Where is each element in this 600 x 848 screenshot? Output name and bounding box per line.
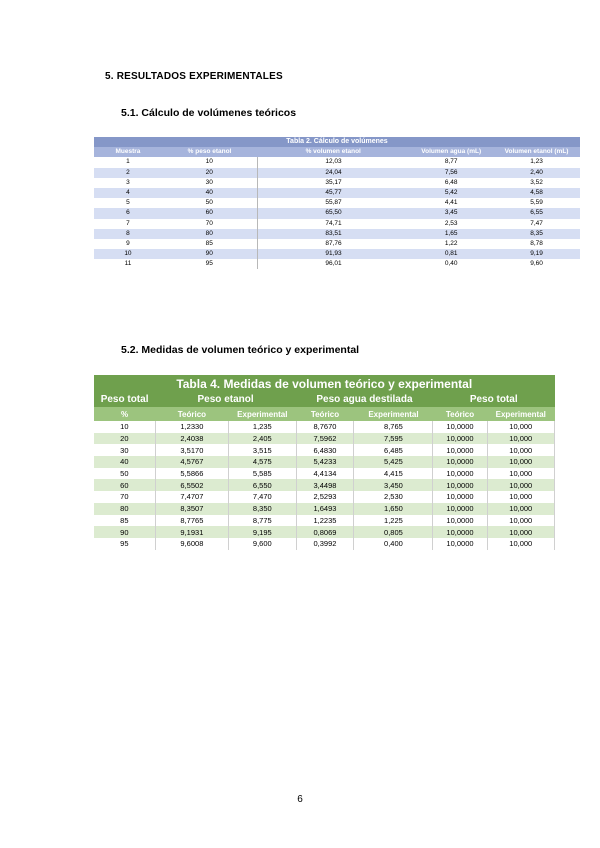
table-cell: 95 xyxy=(162,259,257,269)
table-cell: 1,23 xyxy=(493,157,580,167)
table2-header: % peso etanol xyxy=(162,147,257,157)
table-cell: 6,5502 xyxy=(155,479,228,491)
table-cell: 70 xyxy=(94,491,155,503)
table-cell: 3,4498 xyxy=(296,479,354,491)
table-cell: 9,60 xyxy=(493,259,580,269)
table-cell: 8,77 xyxy=(409,157,493,167)
table-cell: 8,7670 xyxy=(296,421,354,433)
table-cell: 4,41 xyxy=(409,198,493,208)
table-cell: 45,77 xyxy=(257,188,409,198)
table-cell: 10,000 xyxy=(487,468,554,480)
table2-body xyxy=(94,157,580,269)
table-cell: 4 xyxy=(94,188,162,198)
table-row xyxy=(94,208,580,218)
table-cell: 10 xyxy=(162,157,257,167)
table4-group-header: Peso etanol xyxy=(155,392,296,407)
table-cell: 5,59 xyxy=(493,198,580,208)
page-number: 6 xyxy=(297,794,303,805)
table-row xyxy=(94,444,555,456)
table-volume-measurements xyxy=(94,375,555,550)
table-row xyxy=(94,229,580,239)
table-cell: 35,17 xyxy=(257,178,409,188)
table-cell: 10,0000 xyxy=(433,491,487,503)
table-cell: 0,3992 xyxy=(296,538,354,550)
table-row xyxy=(94,515,555,527)
table-cell: 10 xyxy=(94,421,155,433)
table-cell: 1,65 xyxy=(409,229,493,239)
table-cell: 30 xyxy=(94,444,155,456)
table-cell: 10,0000 xyxy=(433,433,487,445)
table-cell: 8,350 xyxy=(229,503,296,515)
table2-header: Muestra xyxy=(94,147,162,157)
table-cell: 7,47 xyxy=(493,219,580,229)
table-cell: 10,0000 xyxy=(433,479,487,491)
table-cell: 4,415 xyxy=(354,468,433,480)
table4-group-header: Peso total xyxy=(94,392,155,407)
table2-header: Volumen etanol (mL) xyxy=(493,147,580,157)
table-cell: 7,595 xyxy=(354,433,433,445)
table-cell: 2 xyxy=(94,168,162,178)
table-cell: 4,58 xyxy=(493,188,580,198)
table-cell: 80 xyxy=(94,503,155,515)
table-cell: 40 xyxy=(162,188,257,198)
table-cell: 7,5962 xyxy=(296,433,354,445)
table-row xyxy=(94,456,555,468)
table-cell: 12,03 xyxy=(257,157,409,167)
table-cell: 6,55 xyxy=(493,208,580,218)
table-cell: 0,81 xyxy=(409,249,493,259)
table-cell: 1,22 xyxy=(409,239,493,249)
table-cell: 2,530 xyxy=(354,491,433,503)
table-row xyxy=(94,479,555,491)
table4-subheader: Experimental xyxy=(354,407,433,421)
table-cell: 1,6493 xyxy=(296,503,354,515)
table-cell: 4,575 xyxy=(229,456,296,468)
table-cell: 2,53 xyxy=(409,219,493,229)
table-row xyxy=(94,538,555,550)
table-cell: 10,000 xyxy=(487,491,554,503)
table-cell: 8,78 xyxy=(493,239,580,249)
table-cell: 65,50 xyxy=(257,208,409,218)
table-cell: 6,48 xyxy=(409,178,493,188)
table-cell: 0,805 xyxy=(354,526,433,538)
table-cell: 8 xyxy=(94,229,162,239)
table-cell: 10,000 xyxy=(487,503,554,515)
table-cell: 1,650 xyxy=(354,503,433,515)
table-cell: 5 xyxy=(94,198,162,208)
table-cell: 8,3507 xyxy=(155,503,228,515)
table-cell: 5,5866 xyxy=(155,468,228,480)
table-cell: 2,5293 xyxy=(296,491,354,503)
table-cell: 1 xyxy=(94,157,162,167)
table-cell: 6,485 xyxy=(354,444,433,456)
table-row xyxy=(94,178,580,188)
table-cell: 10,000 xyxy=(487,479,554,491)
table-cell: 10,0000 xyxy=(433,526,487,538)
table-cell: 4,4134 xyxy=(296,468,354,480)
table-cell: 6 xyxy=(94,208,162,218)
table4-group-header: Peso total xyxy=(433,392,555,407)
table-cell: 9,195 xyxy=(229,526,296,538)
table-cell: 5,4233 xyxy=(296,456,354,468)
section-title: 5. RESULTADOS EXPERIMENTALES xyxy=(105,71,283,82)
table-cell: 9,6008 xyxy=(155,538,228,550)
table-row xyxy=(94,468,555,480)
table-volume-calculation xyxy=(94,137,580,269)
table-cell: 10,000 xyxy=(487,515,554,527)
table-row xyxy=(94,259,580,269)
table-cell: 70 xyxy=(162,219,257,229)
table-cell: 80 xyxy=(162,229,257,239)
table-cell: 85 xyxy=(94,515,155,527)
table4-subheader: Experimental xyxy=(487,407,554,421)
table-cell: 3,45 xyxy=(409,208,493,218)
table-cell: 3,5170 xyxy=(155,444,228,456)
table-cell: 40 xyxy=(94,456,155,468)
table-row xyxy=(94,491,555,503)
table-cell: 10,000 xyxy=(487,421,554,433)
table-row xyxy=(94,188,580,198)
table-cell: 1,225 xyxy=(354,515,433,527)
table-cell: 10,0000 xyxy=(433,538,487,550)
table-row xyxy=(94,503,555,515)
table4-subheader: Teórico xyxy=(433,407,487,421)
table-cell: 10,000 xyxy=(487,538,554,550)
table-row xyxy=(94,526,555,538)
table2-header: % volumen etanol xyxy=(257,147,409,157)
table-cell: 10,0000 xyxy=(433,515,487,527)
table-cell: 90 xyxy=(94,526,155,538)
table-cell: 2,405 xyxy=(229,433,296,445)
table-cell: 50 xyxy=(94,468,155,480)
table-cell: 95 xyxy=(94,538,155,550)
table-cell: 60 xyxy=(94,479,155,491)
table4-group-header: Peso agua destilada xyxy=(296,392,433,407)
table-cell: 20 xyxy=(94,433,155,445)
table-cell: 10,0000 xyxy=(433,456,487,468)
table-cell: 3,450 xyxy=(354,479,433,491)
table-cell: 7,56 xyxy=(409,168,493,178)
table-cell: 50 xyxy=(162,198,257,208)
table-cell: 96,01 xyxy=(257,259,409,269)
table-cell: 30 xyxy=(162,178,257,188)
table4-body xyxy=(94,421,555,550)
table2-title: Tabla 2. Cálculo de volúmenes xyxy=(94,137,580,147)
table-cell: 8,7765 xyxy=(155,515,228,527)
table-cell: 1,2330 xyxy=(155,421,228,433)
table-cell: 10,000 xyxy=(487,526,554,538)
table-row xyxy=(94,168,580,178)
table-cell: 7 xyxy=(94,219,162,229)
table-cell: 24,04 xyxy=(257,168,409,178)
table-cell: 5,42 xyxy=(409,188,493,198)
table-cell: 10,000 xyxy=(487,456,554,468)
table-cell: 9,19 xyxy=(493,249,580,259)
table-cell: 10,0000 xyxy=(433,503,487,515)
table-row xyxy=(94,249,580,259)
table-row xyxy=(94,219,580,229)
table4-subheader: Teórico xyxy=(296,407,354,421)
table-cell: 55,87 xyxy=(257,198,409,208)
subsection-title-5-1: 5.1. Cálculo de volúmenes teóricos xyxy=(121,107,297,119)
table-cell: 60 xyxy=(162,208,257,218)
table-cell: 10,0000 xyxy=(433,444,487,456)
table-cell: 2,4038 xyxy=(155,433,228,445)
table2-header: Volumen agua (mL) xyxy=(409,147,493,157)
table-cell: 20 xyxy=(162,168,257,178)
table-cell: 87,76 xyxy=(257,239,409,249)
table-cell: 0,40 xyxy=(409,259,493,269)
table-cell: 7,4707 xyxy=(155,491,228,503)
table-row xyxy=(94,433,555,445)
table4-subheader: % xyxy=(94,407,155,421)
table-cell: 8,775 xyxy=(229,515,296,527)
table-cell: 0,8069 xyxy=(296,526,354,538)
table-cell: 10,0000 xyxy=(433,421,487,433)
table-cell: 6,550 xyxy=(229,479,296,491)
table-cell: 0,400 xyxy=(354,538,433,550)
table-cell: 3,515 xyxy=(229,444,296,456)
table-cell: 9 xyxy=(94,239,162,249)
table-cell: 4,5767 xyxy=(155,456,228,468)
table-cell: 10,0000 xyxy=(433,468,487,480)
table-cell: 6,4830 xyxy=(296,444,354,456)
table-cell: 8,35 xyxy=(493,229,580,239)
table-cell: 9,600 xyxy=(229,538,296,550)
table-cell: 90 xyxy=(162,249,257,259)
table-cell: 2,40 xyxy=(493,168,580,178)
table-cell: 10,000 xyxy=(487,433,554,445)
table-row xyxy=(94,198,580,208)
table-cell: 1,235 xyxy=(229,421,296,433)
table-row xyxy=(94,421,555,433)
table-cell: 1,2235 xyxy=(296,515,354,527)
table-cell: 5,425 xyxy=(354,456,433,468)
table-cell: 83,51 xyxy=(257,229,409,239)
table-cell: 9,1931 xyxy=(155,526,228,538)
table-cell: 3 xyxy=(94,178,162,188)
table-cell: 11 xyxy=(94,259,162,269)
table-cell: 91,93 xyxy=(257,249,409,259)
table-row xyxy=(94,239,580,249)
table-cell: 10,000 xyxy=(487,444,554,456)
table-cell: 8,765 xyxy=(354,421,433,433)
table4-subheader: Experimental xyxy=(229,407,296,421)
table-cell: 10 xyxy=(94,249,162,259)
table-row xyxy=(94,157,580,167)
table4-title: Tabla 4. Medidas de volumen teórico y experimental xyxy=(94,375,555,392)
table-cell: 3,52 xyxy=(493,178,580,188)
table-cell: 5,585 xyxy=(229,468,296,480)
table-cell: 7,470 xyxy=(229,491,296,503)
table4-subheader: Teórico xyxy=(155,407,228,421)
table-cell: 74,71 xyxy=(257,219,409,229)
subsection-title-5-2: 5.2. Medidas de volumen teórico y experimental xyxy=(121,344,360,356)
table-cell: 85 xyxy=(162,239,257,249)
